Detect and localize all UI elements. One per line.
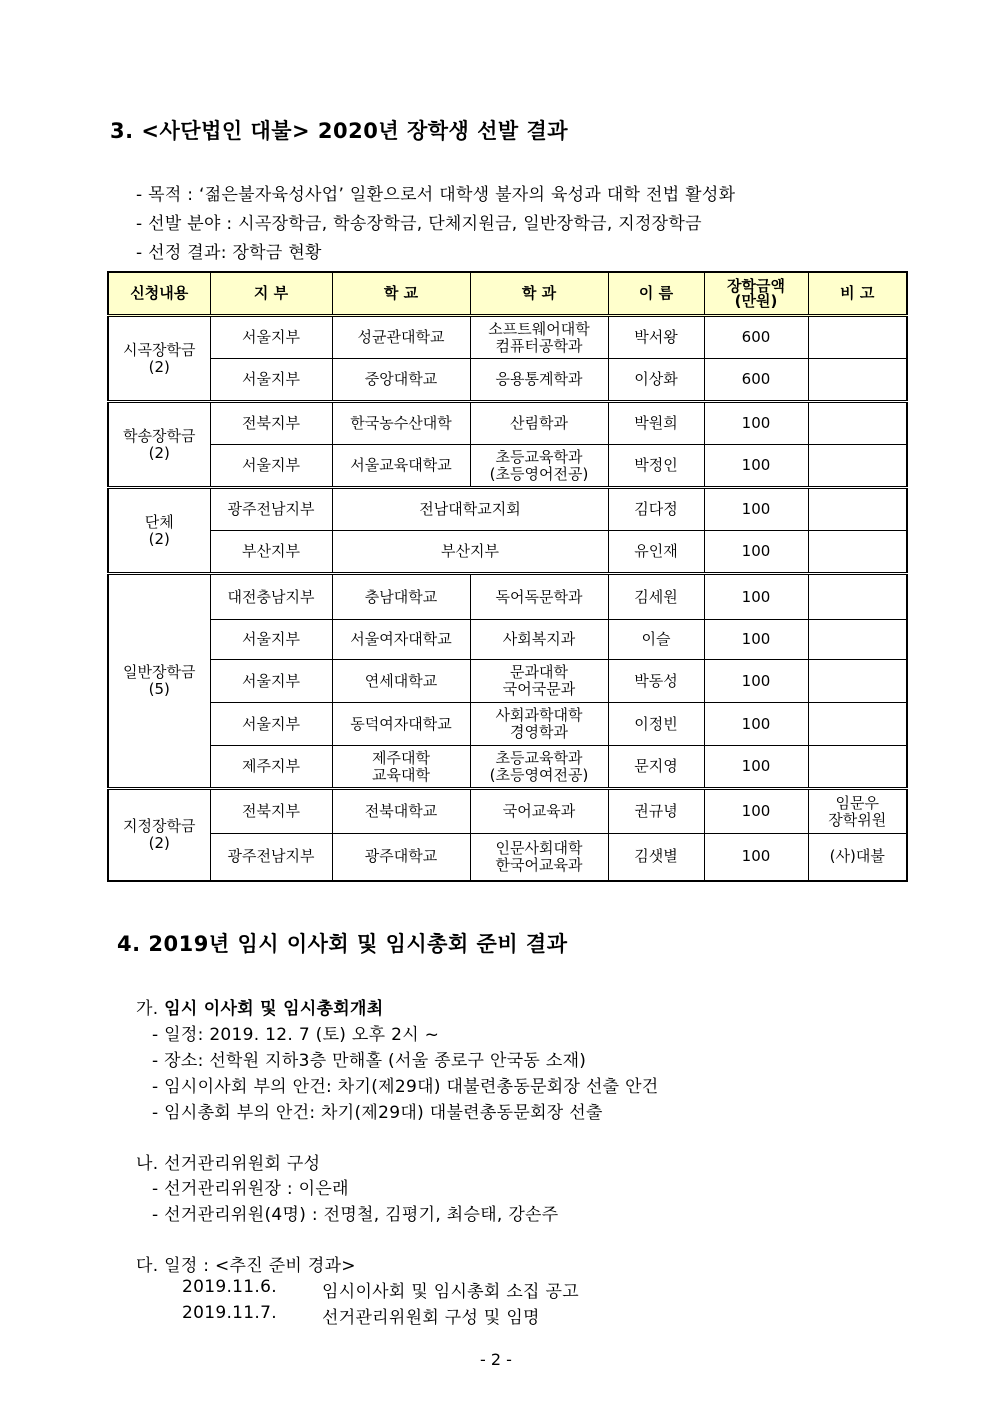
name-cell: 이슬 [608,620,704,660]
scholarship-table [107,271,908,882]
branch-cell: 제주지부 [210,746,332,789]
name-cell: 김세원 [608,574,704,620]
school-cell: 한국농수산대학 [332,402,470,445]
dept-cell: 문과대학 국어국문과 [470,660,608,703]
category-cell [108,789,210,881]
category-count: (2) [148,443,170,462]
note-cell: 임문우 장학위원 [808,789,907,834]
ga-item: - 임시이사회 부의 안건: 차기(제29대) 대불련총동문회장 선출 안건 [152,1077,659,1097]
amount-cell: 100 [704,488,808,531]
table-row [108,531,907,574]
na-heading: 나. 선거관리위원회 구성 [136,1154,321,1174]
school-cell: 성균관대학교 [332,316,470,359]
ga-prefix: 가. [136,999,165,1019]
table-row [108,834,907,881]
school-cell: 연세대학교 [332,660,470,703]
note-cell [808,574,907,620]
branch-cell: 서울지부 [210,660,332,703]
category-cell [108,402,210,488]
table-row [108,660,907,703]
category-count: (2) [148,529,170,548]
section-3-title: 3. <사단법인 대불> 2020년 장학생 선발 결과 [110,119,569,143]
amount-cell: 600 [704,359,808,402]
branch-cell: 전북지부 [210,402,332,445]
page-number: - 2 - [480,1350,512,1369]
note-cell: (사)대불 [808,834,907,881]
table-row [108,620,907,660]
table-row [108,574,907,620]
dept-cell: 초등교육학과 (초등영여전공) [470,746,608,789]
name-cell: 권규녕 [608,789,704,834]
school-cell: 제주대학 교육대학 [332,746,470,789]
da-date: 2019.11.7. [182,1303,277,1323]
school-dept-cell: 전남대학교지회 [332,488,608,531]
table-row [108,445,907,488]
dept-cell: 사회복지과 [470,620,608,660]
branch-cell: 대전충남지부 [210,574,332,620]
table-header-row [108,272,907,316]
table-body [108,316,907,881]
note-cell [808,445,907,488]
branch-cell: 부산지부 [210,531,332,574]
amount-cell: 100 [704,620,808,660]
amount-cell: 100 [704,445,808,488]
note-cell [808,660,907,703]
name-cell: 유인재 [608,531,704,574]
name-cell: 박동성 [608,660,704,703]
dept-cell: 소프트웨어대학 컴퓨터공학과 [470,316,608,359]
da-text: 임시이사회 및 임시총회 소집 공고 [322,1282,579,1302]
school-cell: 전북대학교 [332,789,470,834]
table-row [108,402,907,445]
school-cell: 중앙대학교 [332,359,470,402]
category-cell [108,488,210,574]
amount-cell: 100 [704,834,808,881]
name-cell: 김샛별 [608,834,704,881]
ga-item: - 임시총회 부의 안건: 차기(제29대) 대불련총동문회장 선출 [152,1103,603,1123]
na-item: - 선거관리위원장 : 이은래 [152,1179,349,1199]
name-cell: 박서왕 [608,316,704,359]
dept-cell: 인문사회대학 한국어교육과 [470,834,608,881]
school-cell: 충남대학교 [332,574,470,620]
name-cell: 이정빈 [608,703,704,746]
na-item: - 선거관리위원(4명) : 전명철, 김평기, 최승태, 강손주 [152,1205,559,1225]
branch-cell: 광주전남지부 [210,488,332,531]
dept-cell: 사회과학대학 경영학과 [470,703,608,746]
branch-cell: 서울지부 [210,445,332,488]
note-cell [808,402,907,445]
result-line: - 선정 결과: 장학금 현황 [136,243,322,263]
table-header-cell: 학 과 [470,272,608,316]
amount-cell: 100 [704,703,808,746]
amount-cell: 100 [704,402,808,445]
school-dept-cell: 부산지부 [332,531,608,574]
note-cell [808,316,907,359]
branch-cell: 광주전남지부 [210,834,332,881]
amount-cell: 600 [704,316,808,359]
table-header-cell: 지 부 [210,272,332,316]
table-row [108,359,907,402]
table-header-cell: 이 름 [608,272,704,316]
note-cell [808,359,907,402]
ga-item: - 장소: 선학원 지하3층 만해홀 (서울 종로구 안국동 소재) [152,1051,587,1071]
category-name: 지정장학금 [123,816,196,835]
category-count: (5) [148,680,170,698]
name-cell: 박원희 [608,402,704,445]
branch-cell: 서울지부 [210,620,332,660]
category-name: 일반장학금 [123,663,196,681]
dept-cell: 초등교육학과 (초등영어전공) [470,445,608,488]
fields-line: - 선발 분야 : 시곡장학금, 학송장학금, 단체지원금, 일반장학금, 지정장학금 [136,214,702,234]
branch-cell: 서울지부 [210,703,332,746]
table-row [108,488,907,531]
table-header-cell: 비 고 [808,272,907,316]
table-row [108,316,907,359]
school-cell: 서울교육대학교 [332,445,470,488]
category-count: (2) [148,357,170,376]
branch-cell: 서울지부 [210,316,332,359]
name-cell: 김다정 [608,488,704,531]
dept-cell: 독어독문학과 [470,574,608,620]
school-cell: 광주대학교 [332,834,470,881]
table-header-cell: 신청내용 [108,272,210,316]
note-cell [808,488,907,531]
category-cell [108,574,210,789]
note-cell [808,703,907,746]
amount-cell: 100 [704,660,808,703]
da-heading: 다. 일정 : <추진 준비 경과> [136,1256,356,1276]
table-row [108,703,907,746]
amount-cell: 100 [704,574,808,620]
name-cell: 문지영 [608,746,704,789]
da-text: 선거관리위원회 구성 및 임명 [322,1308,540,1328]
school-cell: 서울여자대학교 [332,620,470,660]
amount-cell: 100 [704,789,808,834]
amount-cell: 100 [704,746,808,789]
dept-cell: 국어교육과 [470,789,608,834]
table-header-cell: 학 교 [332,272,470,316]
name-cell: 박정인 [608,445,704,488]
note-cell [808,531,907,574]
category-name: 학송장학금 [123,426,196,445]
ga-heading [136,994,383,1019]
table-row [108,746,907,789]
purpose-line: - 목적 : ‘젊은불자육성사업’ 일환으로서 대학생 불자의 육성과 대학 전법 활성화 [136,185,736,205]
section-4-title: 4. 2019년 임시 이사회 및 임시총회 준비 결과 [117,932,568,956]
category-count: (2) [148,833,170,852]
name-cell: 이상화 [608,359,704,402]
category-name: 시곡장학금 [123,340,196,359]
note-cell [808,746,907,789]
branch-cell: 서울지부 [210,359,332,402]
ga-item: - 일정: 2019. 12. 7 (토) 오후 2시 ~ [152,1025,440,1045]
branch-cell: 전북지부 [210,789,332,834]
dept-cell: 응용통계학과 [470,359,608,402]
amount-cell: 100 [704,531,808,574]
ga-title: 임시 이사회 및 임시총회개최 [164,999,384,1019]
category-cell [108,316,210,402]
category-name: 단체 [144,512,174,531]
table-row [108,789,907,834]
school-cell: 동덕여자대학교 [332,703,470,746]
note-cell [808,620,907,660]
dept-cell: 산림학과 [470,402,608,445]
table-header-cell: 장학금액 (만원) [704,272,808,316]
da-date: 2019.11.6. [182,1277,277,1297]
